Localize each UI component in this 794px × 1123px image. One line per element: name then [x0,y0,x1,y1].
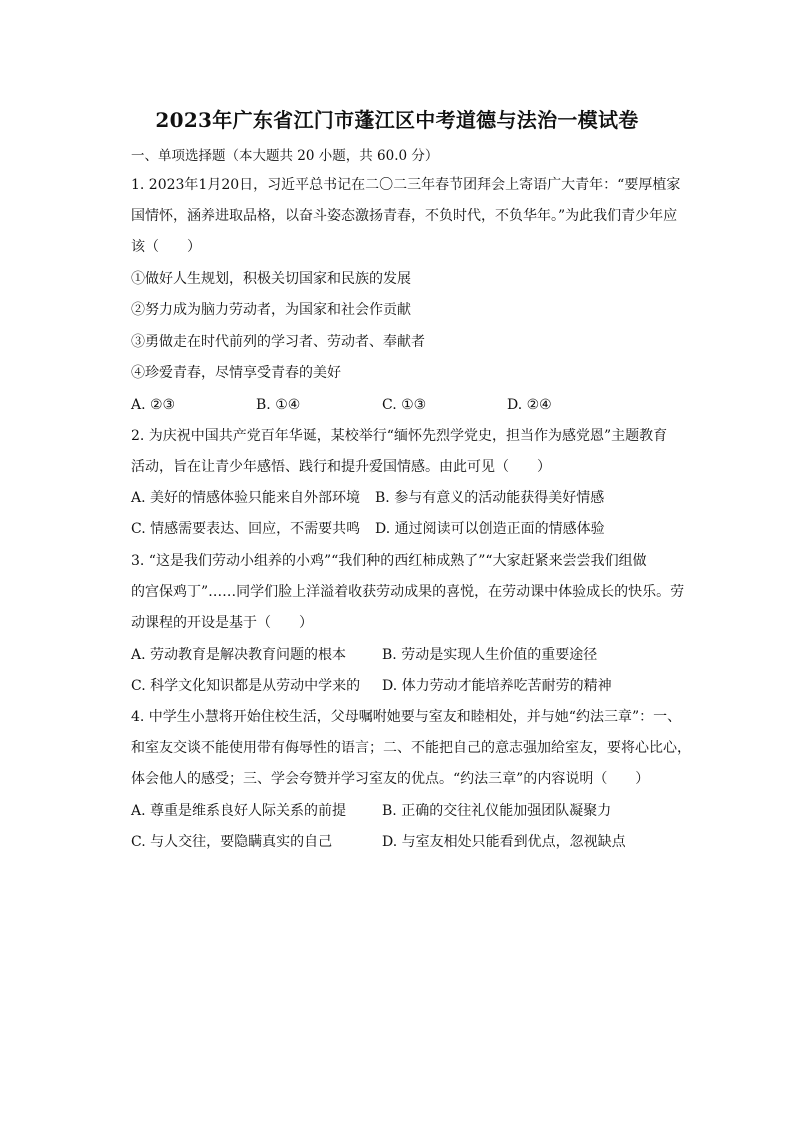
question-1-statement-3: ③勇做走在时代前列的学习者、劳动者、奉献者 [131,334,425,350]
question-2-line-1: 2. 为庆祝中国共产党百年华诞，某校举行“缅怀先烈学党史，担当作为感党恩”主题教育 [131,428,668,444]
question-1-statement-4: ④珍爱青春，尽情享受青春的美好 [131,365,341,381]
question-1-statement-1: ①做好人生规划，积极关切国家和民族的发展 [131,271,411,287]
exam-title: 2023年广东省江门市蓬江区中考道德与法治一模试卷 [155,108,639,132]
question-4-line-2: 和室友交谈不能使用带有侮辱性的语言；二、不能把自己的意志强加给室友，要将心比心， [131,740,691,756]
question-4-option-a: A. 尊重是维系良好人际关系的前提 [131,803,347,819]
question-4-option-b: B. 正确的交往礼仪能加强团队凝聚力 [382,803,612,819]
question-3-option-d: D. 体力劳动才能培养吃苦耐劳的精神 [382,678,612,694]
question-4-option-c: C. 与人交往，要隐瞒真实的自己 [131,834,333,850]
question-3-option-a: A. 劳动教育是解决教育问题的根本 [131,647,347,663]
question-2-line-2: 活动，旨在让青少年感悟、践行和提升爱国情感。由此可见（ ） [131,459,551,475]
question-1-line-2: 国情怀，涵养进取品格，以奋斗姿态激扬青春，不负时代，不负华年。”为此我们青少年应 [131,208,678,224]
question-1-option-b: B. ①④ [256,397,301,413]
question-3-line-3: 动课程的开设是基于（ ） [131,615,313,631]
question-1-option-a: A. ②③ [131,397,176,413]
question-2-option-b: B. 参与有意义的活动能获得美好情感 [375,490,605,506]
question-3-option-c: C. 科学文化知识都是从劳动中学来的 [131,678,361,694]
question-1-statement-2: ②努力成为脑力劳动者，为国家和社会作贡献 [131,302,411,318]
question-3-line-2: 的宫保鸡丁”……同学们脸上洋溢着收获劳动成果的喜悦，在劳动课中体验成长的快乐。劳 [131,584,685,600]
question-3-line-1: 3. “这是我们劳动小组养的小鸡”“我们种的西红柿成熟了”“大家赶紧来尝尝我们组做 [131,553,647,569]
question-2-option-d: D. 通过阅读可以创造正面的情感体验 [375,521,605,537]
question-4-line-1: 4. 中学生小慧将开始住校生活，父母嘱咐她要与室友和睦相处，并与她“约法三章”：一、 [131,709,682,725]
question-1-option-d: D. ②④ [507,397,552,413]
question-1-line-3: 该（ ） [131,239,201,255]
question-4-line-3: 体会他人的感受；三、学会夸赞并学习室友的优点。“约法三章”的内容说明（ ） [131,771,650,787]
section-heading: 一、单项选择题（本大题共 20 小题，共 60.0 分） [131,148,439,164]
question-1-option-c: C. ①③ [382,397,427,413]
question-1-line-1: 1. 2023年1月20日，习近平总书记在二〇二三年春节团拜会上寄语广大青年：“要厚植家 [131,177,681,193]
question-3-option-b: B. 劳动是实现人生价值的重要途径 [382,647,598,663]
question-2-option-c: C. 情感需要表达、回应，不需要共鸣 [131,521,361,537]
question-2-option-a: A. 美好的情感体验只能来自外部环境 [131,490,361,506]
question-4-option-d: D. 与室友相处只能看到优点，忽视缺点 [382,834,626,850]
